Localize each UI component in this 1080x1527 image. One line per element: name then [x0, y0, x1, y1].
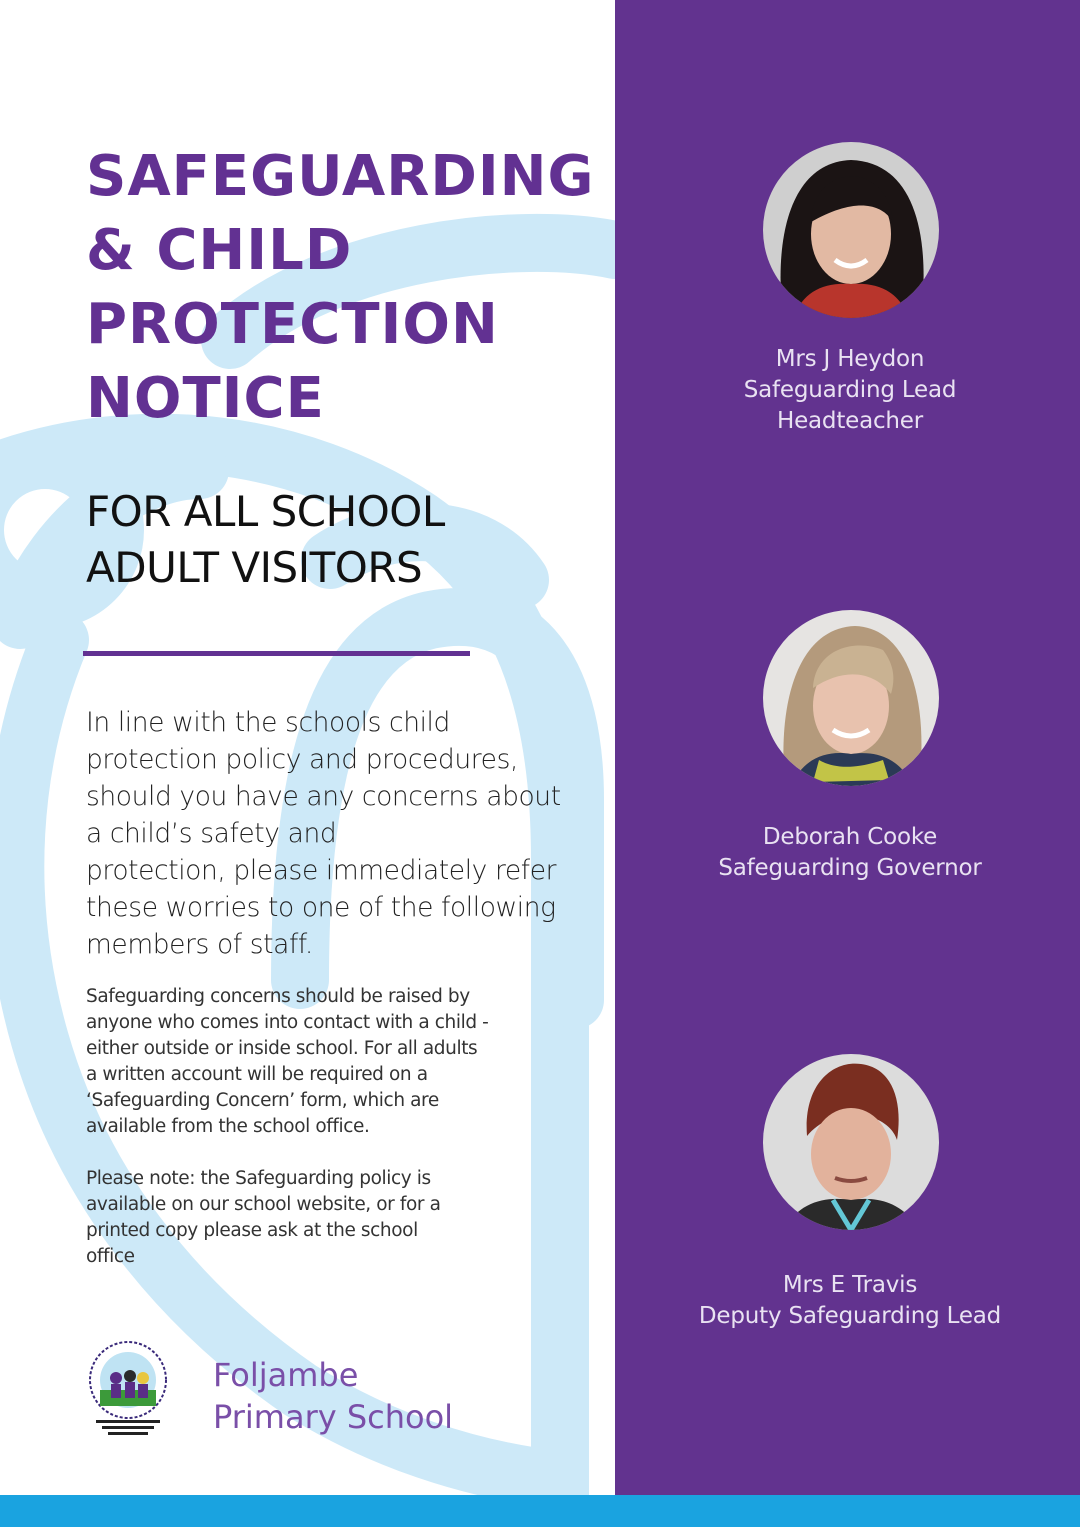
staff-role: Headteacher: [776, 408, 924, 434]
paragraph-line: office: [86, 1246, 135, 1267]
paragraph-line: available on our school website, or for a: [86, 1194, 441, 1215]
staff-panel: [615, 0, 1080, 1495]
subtitle-line: FOR ALL SCHOOL: [86, 487, 445, 536]
title-line: SAFEGUARDING: [86, 144, 595, 209]
paragraph-line: anyone who comes into contact with a child -: [86, 1012, 489, 1033]
intro-paragraph: [86, 704, 616, 963]
title-line: & CHILD: [86, 218, 353, 283]
school-name-line: Foljambe: [213, 1356, 359, 1394]
staff-role: Safeguarding Governor: [718, 855, 982, 881]
footer-bar: [0, 1495, 1080, 1527]
intro-line: protection policy and procedures,: [86, 744, 518, 775]
intro-line: should you have any concerns about: [86, 781, 561, 812]
title-line: NOTICE: [86, 366, 325, 431]
staff-card-travis: [615, 1270, 1080, 1332]
paragraph-line: available from the school office.: [86, 1116, 370, 1137]
staff-name: Mrs J Heydon: [775, 346, 925, 372]
staff-role: Safeguarding Lead: [743, 377, 957, 403]
staff-name: Deborah Cooke: [762, 824, 938, 850]
staff-photo-travis: [763, 1054, 939, 1230]
intro-line: a child’s safety and: [86, 818, 337, 849]
paragraph-line: Safeguarding concerns should be raised by: [86, 986, 470, 1007]
paragraph-line: Please note: the Safeguarding policy is: [86, 1168, 431, 1189]
intro-line: In line with the schools child: [86, 707, 450, 738]
divider: [83, 651, 470, 656]
staff-photo-heydon: [763, 142, 939, 318]
paragraph-line: a written account will be required on a: [86, 1064, 428, 1085]
school-name-line: Primary School: [213, 1398, 454, 1436]
page-subtitle: [86, 484, 606, 596]
intro-line: these worries to one of the following: [86, 892, 556, 923]
staff-photo-cooke: [763, 610, 939, 786]
paragraph-line: printed copy please ask at the school: [86, 1220, 418, 1241]
staff-card-heydon: [615, 344, 1080, 437]
title-line: PROTECTION: [86, 292, 499, 357]
intro-line: protection, please immediately refer: [86, 855, 557, 886]
staff-card-cooke: [615, 822, 1080, 884]
page-title: [86, 140, 606, 436]
subtitle-line: ADULT VISITORS: [86, 543, 423, 592]
school-logo: [86, 1340, 170, 1440]
staff-name: Mrs E Travis: [782, 1272, 918, 1298]
intro-line: members of staff.: [86, 929, 313, 960]
staff-role: Deputy Safeguarding Lead: [698, 1303, 1002, 1329]
school-name: [213, 1354, 453, 1438]
policy-note-paragraph: [86, 1166, 546, 1270]
paragraph-line: either outside or inside school. For all adults: [86, 1038, 478, 1059]
concerns-paragraph: [86, 984, 546, 1140]
paragraph-line: ‘Safeguarding Concern’ form, which are: [86, 1090, 439, 1111]
